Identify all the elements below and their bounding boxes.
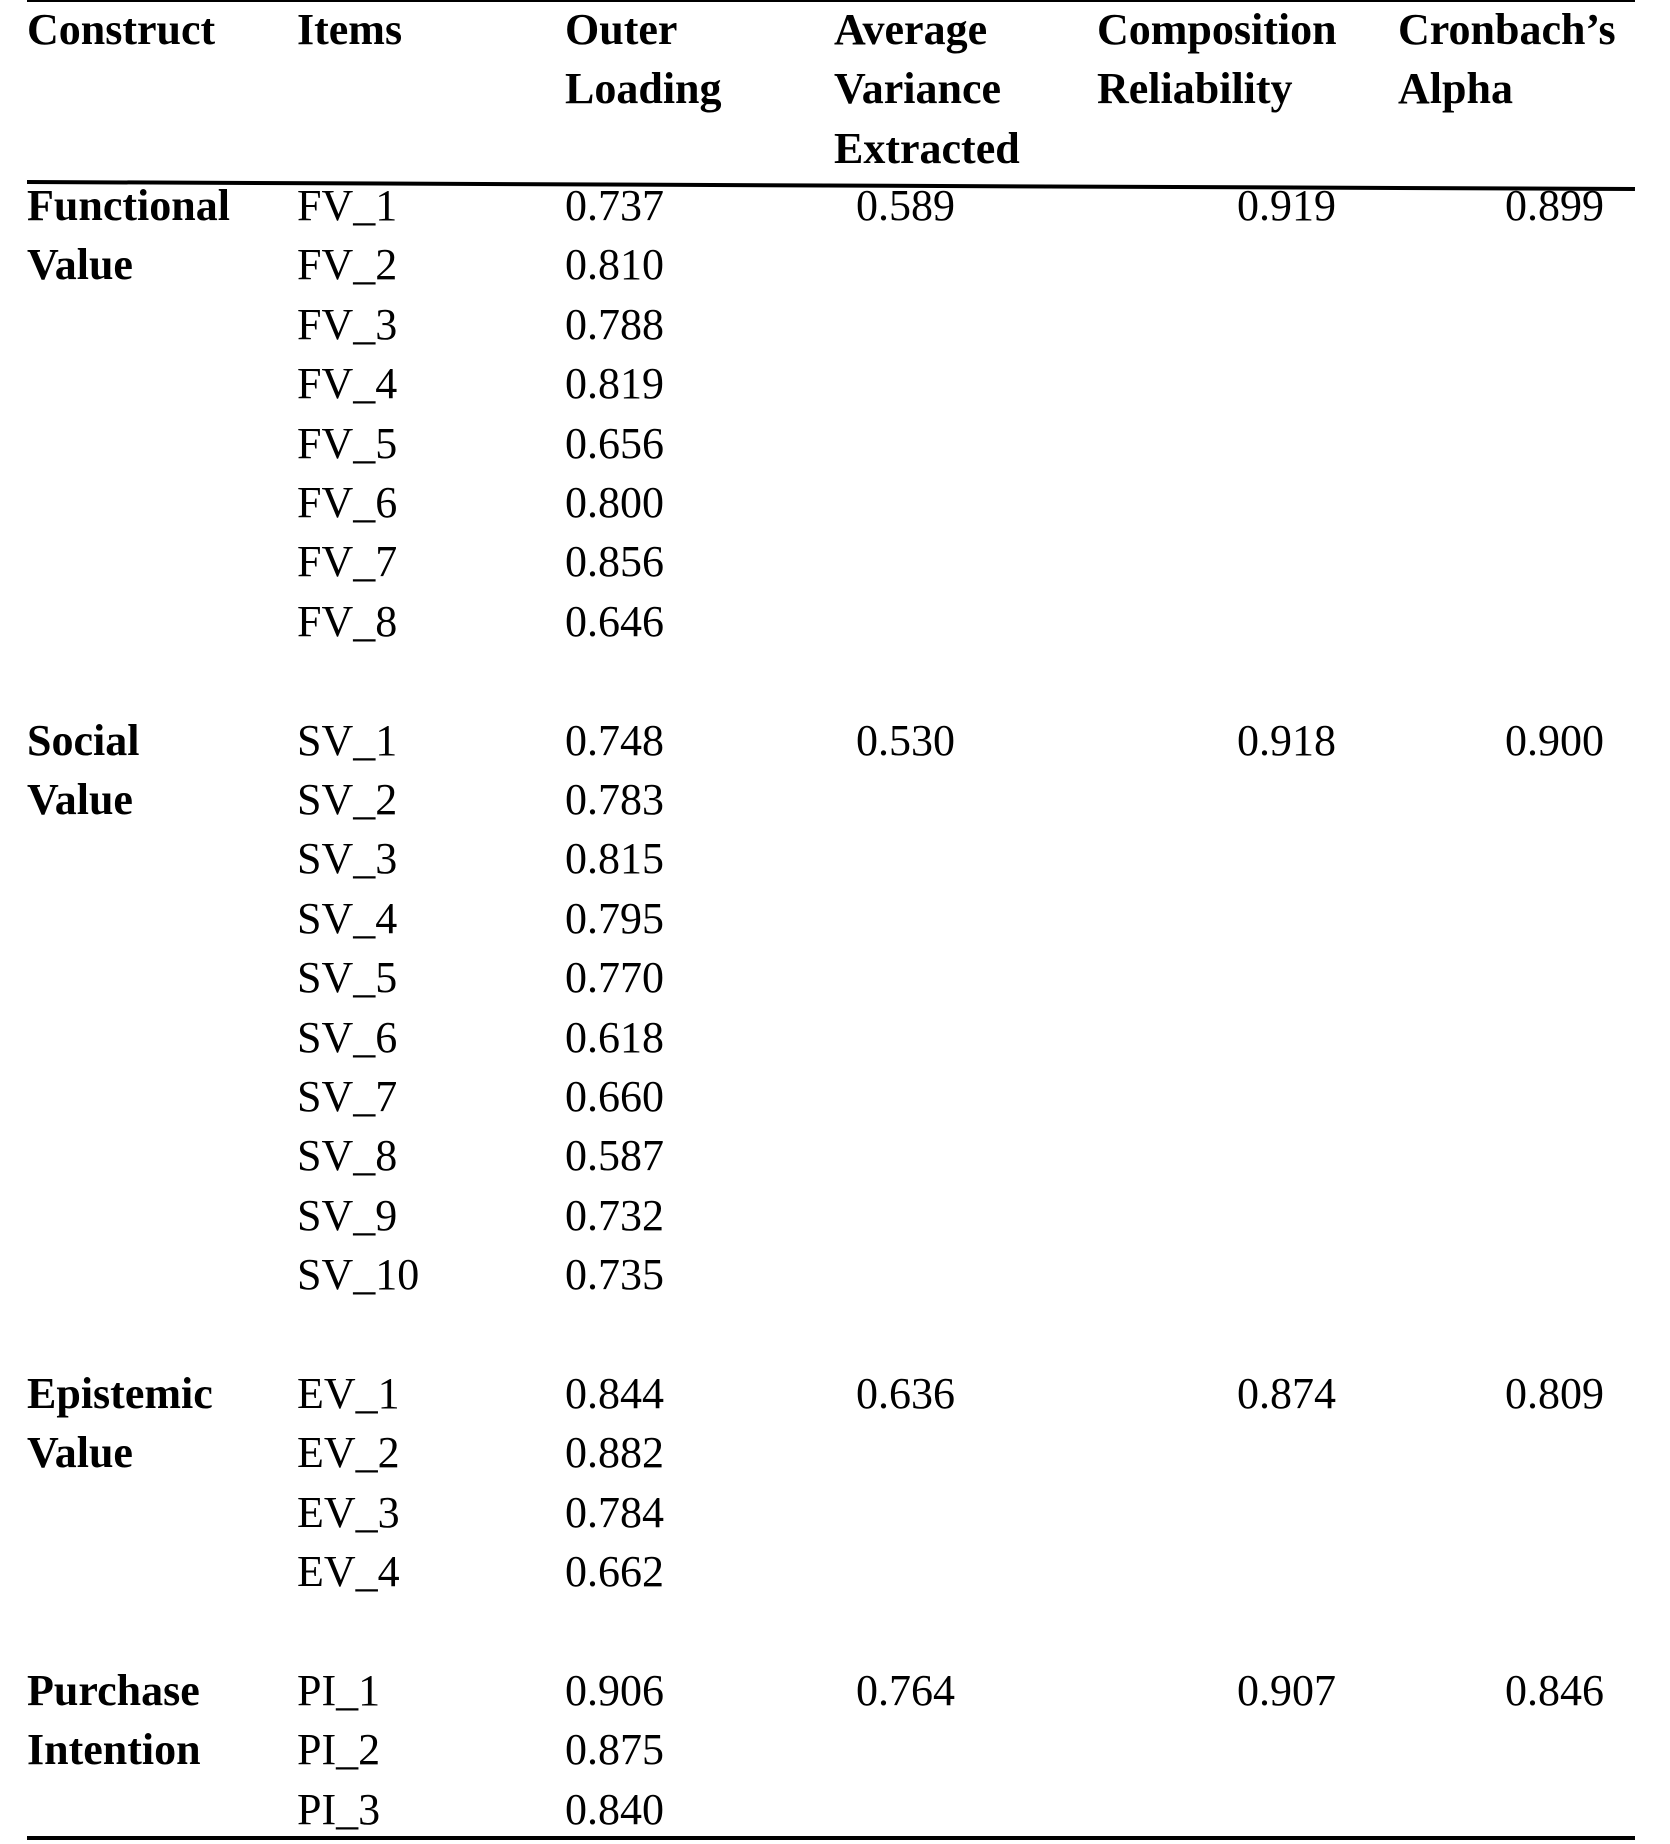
outer-loading-value: 0.815 xyxy=(565,834,664,884)
column-header-cr: Composition xyxy=(1097,5,1337,54)
outer-loading-value: 0.844 xyxy=(565,1369,664,1418)
outer-loading-value: 0.587 xyxy=(565,1131,664,1181)
construct-label: Value xyxy=(27,775,133,824)
column-header-outer-loading: Loading xyxy=(565,64,722,114)
outer-loading-value: 0.882 xyxy=(565,1428,664,1478)
item-code: PI_3 xyxy=(297,1784,381,1834)
item-code: FV_5 xyxy=(297,418,398,468)
outer-loading-value: 0.662 xyxy=(565,1547,664,1597)
column-header-outer-loading: Outer xyxy=(565,5,678,54)
outer-loading-value: 0.840 xyxy=(565,1784,664,1834)
outer-loading-value: 0.810 xyxy=(565,240,664,290)
construct-label: Purchase xyxy=(27,1666,200,1715)
construct-label: Epistemic xyxy=(27,1369,213,1418)
item-code: FV_4 xyxy=(297,359,398,409)
composite-reliability-value: 0.919 xyxy=(1237,181,1336,230)
ave-value: 0.636 xyxy=(856,1369,955,1418)
outer-loading-value: 0.732 xyxy=(565,1190,664,1240)
outer-loading-value: 0.770 xyxy=(565,953,664,1003)
item-code: SV_8 xyxy=(297,1131,398,1181)
construct-label: Intention xyxy=(27,1725,201,1775)
outer-loading-value: 0.784 xyxy=(565,1487,664,1537)
item-code: SV_4 xyxy=(297,893,398,943)
item-code: EV_3 xyxy=(297,1487,400,1537)
column-header-ave: Extracted xyxy=(834,123,1020,173)
column-header-items: Items xyxy=(297,5,403,54)
ave-value: 0.530 xyxy=(856,715,955,765)
outer-loading-value: 0.735 xyxy=(565,1250,664,1300)
item-code: FV_2 xyxy=(297,240,398,290)
item-code: SV_6 xyxy=(297,1012,398,1062)
item-code: PI_2 xyxy=(297,1725,381,1775)
item-code: FV_7 xyxy=(297,537,398,587)
outer-loading-value: 0.660 xyxy=(565,1072,664,1121)
item-code: SV_1 xyxy=(297,715,398,765)
outer-loading-value: 0.906 xyxy=(565,1666,664,1715)
construct-label: Value xyxy=(27,240,133,290)
outer-loading-value: 0.875 xyxy=(565,1725,664,1775)
item-code: FV_6 xyxy=(297,478,398,527)
outer-loading-value: 0.819 xyxy=(565,359,664,409)
item-code: SV_9 xyxy=(297,1190,398,1240)
item-code: SV_7 xyxy=(297,1072,398,1121)
outer-loading-value: 0.737 xyxy=(565,181,664,230)
outer-loading-value: 0.618 xyxy=(565,1012,664,1062)
outer-loading-value: 0.783 xyxy=(565,775,664,824)
outer-loading-value: 0.656 xyxy=(565,418,664,468)
item-code: SV_3 xyxy=(297,834,398,884)
construct-label: Functional xyxy=(27,181,230,230)
outer-loading-value: 0.788 xyxy=(565,299,664,349)
item-code: FV_8 xyxy=(297,596,398,646)
cronbach-alpha-value: 0.900 xyxy=(1505,715,1604,765)
item-code: SV_5 xyxy=(297,953,398,1003)
column-header-construct: Construct xyxy=(27,5,216,54)
item-code: EV_2 xyxy=(297,1428,400,1478)
item-code: SV_10 xyxy=(297,1250,420,1300)
composite-reliability-value: 0.907 xyxy=(1237,1666,1336,1715)
item-code: EV_1 xyxy=(297,1369,400,1418)
column-header-ave: Variance xyxy=(834,64,1002,114)
cronbach-alpha-value: 0.846 xyxy=(1505,1666,1604,1715)
ave-value: 0.764 xyxy=(856,1666,955,1715)
outer-loading-value: 0.856 xyxy=(565,537,664,587)
composite-reliability-value: 0.874 xyxy=(1237,1369,1336,1418)
item-code: FV_3 xyxy=(297,299,398,349)
item-code: EV_4 xyxy=(297,1547,400,1597)
column-header-ave: Average xyxy=(834,5,988,54)
item-code: FV_1 xyxy=(297,181,398,230)
ave-value: 0.589 xyxy=(856,181,955,230)
composite-reliability-value: 0.918 xyxy=(1237,715,1336,765)
item-code: SV_2 xyxy=(297,775,398,824)
outer-loading-value: 0.800 xyxy=(565,478,664,527)
cronbach-alpha-value: 0.899 xyxy=(1505,181,1604,230)
outer-loading-value: 0.646 xyxy=(565,596,664,646)
column-header-cr: Reliability xyxy=(1097,64,1293,114)
column-header-alpha: Cronbach’s xyxy=(1398,5,1616,54)
outer-loading-value: 0.795 xyxy=(565,893,664,943)
cronbach-alpha-value: 0.809 xyxy=(1505,1369,1604,1418)
column-header-alpha: Alpha xyxy=(1398,64,1513,114)
item-code: PI_1 xyxy=(297,1666,381,1715)
outer-loading-value: 0.748 xyxy=(565,715,664,765)
construct-label: Value xyxy=(27,1428,133,1478)
construct-label: Social xyxy=(27,715,140,765)
